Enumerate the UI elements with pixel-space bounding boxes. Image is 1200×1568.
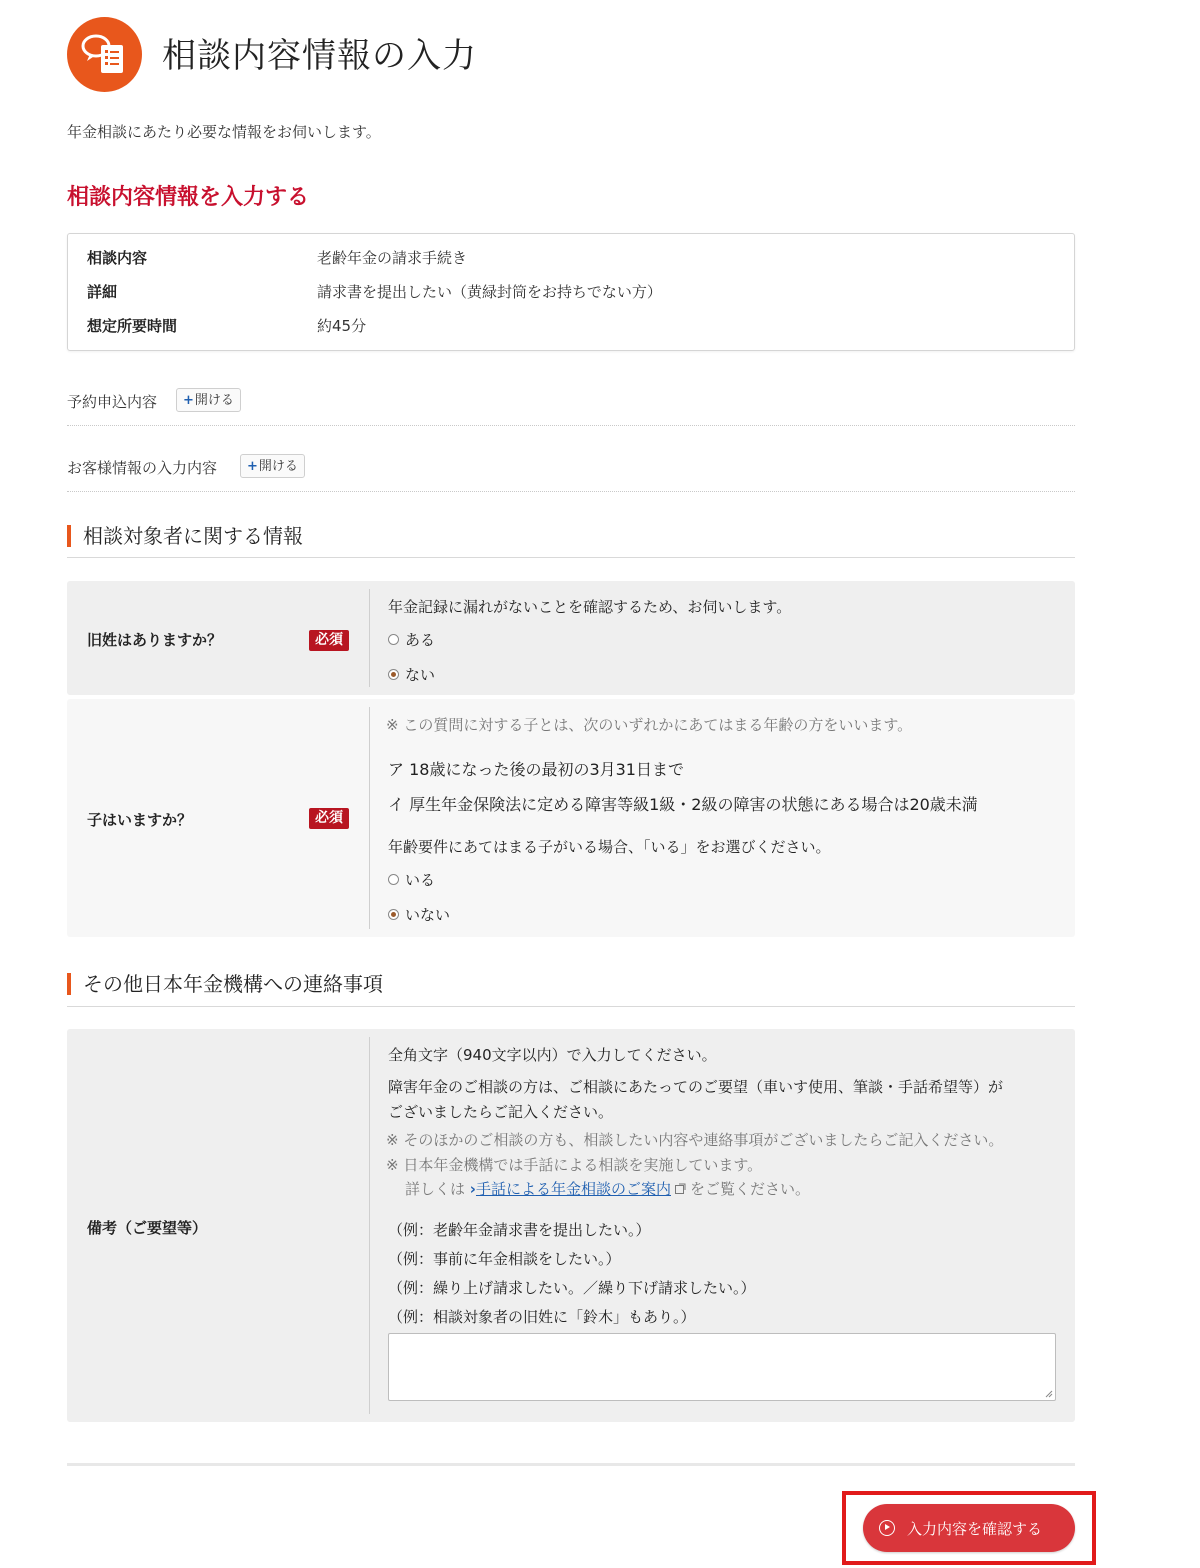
remarks-textarea[interactable] <box>388 1333 1056 1401</box>
play-circle-icon <box>879 1520 895 1536</box>
example-4: （例：相談対象者の旧姓に「鈴木」もあり。） <box>388 1308 696 1326</box>
plus-icon: + <box>183 393 194 408</box>
radio-circle-checked[interactable] <box>388 909 399 920</box>
radio-label: いない <box>405 906 451 924</box>
age-condition-b: イ 厚生年金保険法に定める障害等級1級・2級の障害の状態にある場合は20歳未満 <box>388 795 978 814</box>
divider <box>67 425 1075 426</box>
confirm-input-button[interactable] <box>863 1504 1075 1552</box>
expand-reservation-button[interactable] <box>176 388 241 412</box>
remarks-request-line2: ございましたらご記入ください。 <box>388 1103 614 1121</box>
intro-text: 年金相談にあたり必要な情報をお伺いします。 <box>67 123 381 141</box>
chevron-right-icon: › <box>469 1180 476 1198</box>
example-1: （例：老齢年金請求書を提出したい。） <box>388 1221 651 1239</box>
remarks-block <box>67 1029 1075 1422</box>
customer-info-label: お客様情報の入力内容 <box>67 459 218 477</box>
column-divider <box>369 707 370 929</box>
remarks-note-other: ※ そのほかのご相談の方も、相談したい内容や連絡事項がございましたらご記入ください。 <box>386 1131 1004 1149</box>
details-prefix: 詳しくは <box>405 1180 466 1198</box>
summary-label-detail: 詳細 <box>87 283 118 301</box>
radio-label: いる <box>405 871 436 889</box>
section-title: 相談内容情報を入力する <box>67 185 310 210</box>
divider <box>67 491 1075 492</box>
expand-button-label: 開ける <box>258 459 298 474</box>
question-instruction: 年齢要件にあてはまる子がいる場合、「いる」をお選びください。 <box>388 838 831 856</box>
question-description: 年金記録に漏れがないことを確認するため、お伺いします。 <box>388 598 792 616</box>
summary-value-detail: 請求書を提出したい（黄緑封筒をお持ちでない方） <box>317 283 662 301</box>
page-title: 相談内容情報の入力 <box>162 36 477 76</box>
example-3: （例：繰り上げ請求したい。／繰り下げ請求したい。） <box>388 1279 756 1297</box>
question-maiden-name <box>67 581 1075 695</box>
remarks-request-line1: 障害年金のご相談の方は、ご相談にあたってのご要望（車いす使用、筆談・手話希望等）が <box>388 1078 1004 1096</box>
confirm-button-label: 入力内容を確認する <box>907 1519 1043 1538</box>
consultation-document-icon <box>81 33 129 77</box>
required-badge: 必須 <box>309 630 349 651</box>
question-label: 子はいますか？ <box>87 811 193 829</box>
radio-circle-checked[interactable] <box>388 669 399 680</box>
contact-section-heading: その他日本年金機構への連絡事項 <box>67 973 383 995</box>
details-suffix: をご覧ください。 <box>690 1180 811 1198</box>
radio-maiden-name-no[interactable] <box>388 664 435 685</box>
reservation-details-label: 予約申込内容 <box>67 393 158 411</box>
example-2: （例：事前に年金相談をしたい。） <box>388 1250 621 1268</box>
radio-maiden-name-yes[interactable] <box>388 629 435 650</box>
plus-icon: + <box>247 459 258 474</box>
age-condition-a: ア 18歳になった後の最初の3月31日まで <box>388 760 684 779</box>
expand-customer-info-button[interactable] <box>240 454 305 478</box>
radio-circle[interactable] <box>388 874 399 885</box>
heading-rule <box>67 557 1075 558</box>
question-note: ※ この質問に対する子とは、次のいずれかにあてはまる年齢の方をいいます。 <box>386 716 913 734</box>
subject-section-heading: 相談対象者に関する情報 <box>67 525 303 547</box>
resize-handle-icon[interactable] <box>1045 1390 1053 1398</box>
radio-children-yes[interactable] <box>388 869 435 890</box>
summary-label-content: 相談内容 <box>87 249 148 267</box>
radio-label: ない <box>405 666 436 684</box>
bottom-divider <box>67 1463 1075 1466</box>
column-divider <box>369 1037 370 1414</box>
sign-language-guide-link[interactable]: 手話による年金相談のご案内 <box>475 1180 671 1198</box>
question-label: 旧姓はありますか？ <box>87 631 223 649</box>
summary-label-duration: 想定所要時間 <box>87 317 178 335</box>
summary-value-duration: 約45分 <box>317 317 367 335</box>
radio-circle[interactable] <box>388 634 399 645</box>
radio-children-no[interactable] <box>388 904 450 925</box>
remarks-label: 備考（ご要望等） <box>87 1219 208 1237</box>
required-badge: 必須 <box>309 808 349 829</box>
remarks-note-sign-language: ※ 日本年金機構では手話による相談を実施しています。 <box>386 1156 763 1174</box>
radio-label: ある <box>405 631 436 649</box>
remarks-note-details <box>405 1178 810 1199</box>
page-header-icon <box>67 17 142 92</box>
remarks-instruction: 全角文字（940文字以内）で入力してください。 <box>388 1046 717 1064</box>
heading-rule <box>67 1006 1075 1007</box>
column-divider <box>369 589 370 687</box>
expand-button-label: 開ける <box>194 393 234 408</box>
consultation-summary <box>67 233 1075 351</box>
question-children <box>67 699 1075 937</box>
summary-value-content: 老齢年金の請求手続き <box>317 249 468 267</box>
external-link-icon <box>671 1180 690 1198</box>
